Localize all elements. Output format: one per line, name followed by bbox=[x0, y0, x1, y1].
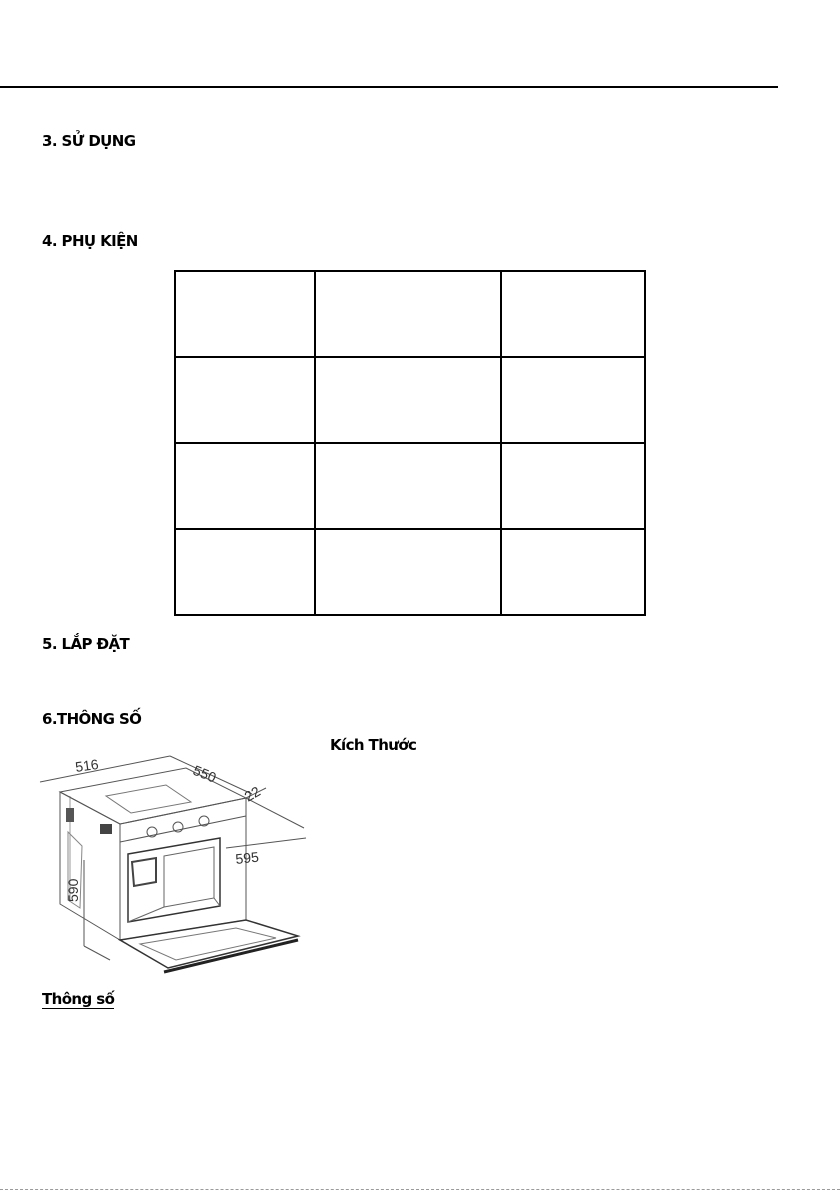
section-heading-accessories: 4. PHỤ KIỆN bbox=[42, 232, 138, 250]
specs-label-text: Thông số bbox=[42, 990, 115, 1008]
table-row bbox=[175, 271, 645, 357]
table-cell bbox=[175, 357, 315, 443]
section-heading-installation: 5. LẮP ĐẶT bbox=[42, 635, 130, 653]
table-cell bbox=[501, 357, 645, 443]
table-row bbox=[175, 357, 645, 443]
dimension-label: 590 bbox=[65, 878, 81, 902]
table-cell bbox=[501, 529, 645, 615]
table-cell bbox=[315, 443, 501, 529]
header-rule bbox=[0, 86, 778, 88]
table-cell bbox=[175, 443, 315, 529]
oven-top-surface bbox=[60, 768, 246, 824]
specs-label bbox=[42, 990, 114, 1008]
table-cell bbox=[315, 357, 501, 443]
page-bottom-dashed-line bbox=[0, 1189, 840, 1190]
oven-drawing bbox=[36, 750, 326, 986]
accessories-table bbox=[174, 270, 646, 616]
dimension-label: 516 bbox=[74, 755, 100, 775]
dimensions-label: Kích Thước bbox=[330, 736, 417, 754]
oven-top-panel bbox=[106, 785, 191, 813]
oven-front-face bbox=[120, 798, 246, 940]
table-row bbox=[175, 443, 645, 529]
table-cell bbox=[501, 443, 645, 529]
section-heading-specs: 6.THÔNG SỐ bbox=[42, 710, 142, 728]
table-cell bbox=[175, 271, 315, 357]
dimension-label: 595 bbox=[234, 848, 260, 867]
section-heading-usage: 3. SỬ DỤNG bbox=[42, 132, 136, 150]
table-cell bbox=[315, 271, 501, 357]
oven-cavity bbox=[128, 838, 220, 922]
table-cell bbox=[315, 529, 501, 615]
table-row bbox=[175, 529, 645, 615]
dimension-label: 550 bbox=[190, 761, 219, 786]
table-cell bbox=[501, 271, 645, 357]
table-cell bbox=[175, 529, 315, 615]
dimension-label: 22 bbox=[241, 782, 263, 805]
oven-dimension-diagram bbox=[36, 750, 326, 986]
